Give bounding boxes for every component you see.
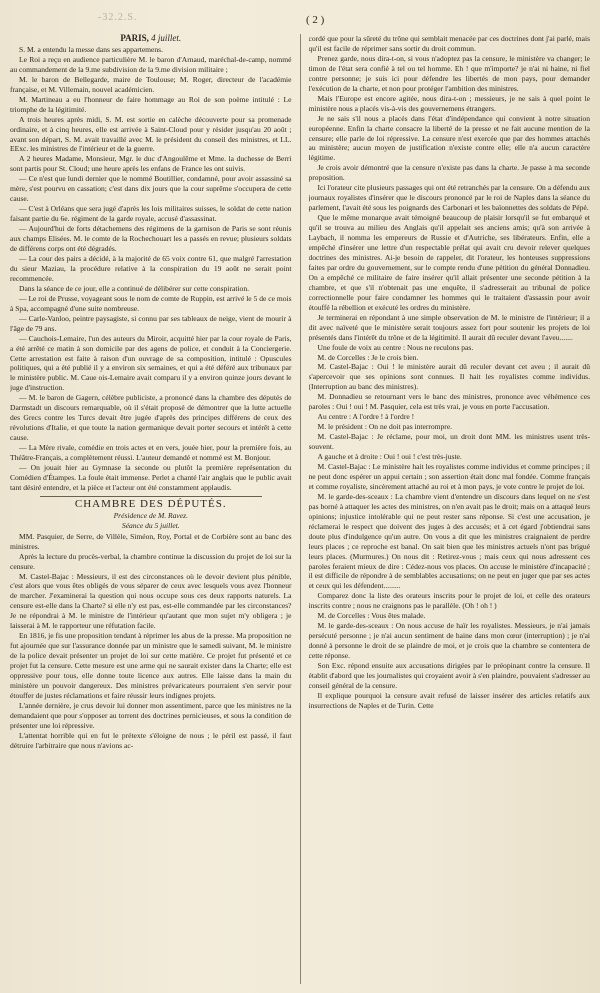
stamp-mark: -32.2.S. — [98, 12, 138, 23]
column-rule — [300, 34, 301, 984]
section-presidency: Présidence de M. Ravez. — [113, 510, 188, 520]
chamber-debate-right — [309, 34, 591, 711]
news-paragraph: — Ce n'est que lundi dernier que le nommé Boutillier, condamné, pour avoir assassiné sa mère, s'est pourvu en cassation; c'est dans dix jours que la cour suprême s'occupera de cette cause. — [10, 174, 292, 204]
paris-news-articles — [10, 45, 292, 493]
news-paragraph: M. le baron de Bellegarde, maire de Toulouse; M. Roger, directeur de l'académie française, et M. Villemain, nouvel académicien. — [10, 74, 292, 94]
debate-paragraph: Je crois avoir démontré que la censure n'existe pas dans la charte. Je passe à ma seconde proposition. — [308, 163, 591, 183]
news-paragraph: — M. le baron de Gagern, célèbre publiciste, a prononcé dans la chambre des députés de Darmstadt un discours remarquable, où il s'était proposé de démontrer que la lutte actuelle des Grecs contre les Turcs devait être jugée d'après des principes différens de ceux des révolutions d'Italie, et que toute la nation germanique devait porter secours et intérêt à cette cause. — [10, 393, 292, 443]
debate-paragraph: M. Castel-Bajac : Oui ! le ministère aurait dû reculer devant cet aveu ; il aurait dû s'apercevoir que ses opinions sont connues. Il hait les royalistes comme individus. (Interruption au banc des ministres). — [308, 362, 591, 392]
debate-paragraph: Prenez garde, nous dira-t-on, si vous n'adoptez pas la censure, le ministère va changer; le timon de l'état sera confié à tel ou tel homme. Eh ! que m'importe? je n'ai ni haine, ni fiel contre personne; je suis ici pour défendre les libertés de mon pays, pour demander l'exécution de la charte, et non pour protéger l'ambition des ministres. — [308, 53, 591, 93]
news-paragraph: — Aujourd'hui de forts détachemens des régimens de la garnison de Paris se sont réunis aux champs Elisées. M. le comte de la Rochechouart les a passés en revue; plusieurs soldats de différens corps ont été dégradés. — [10, 224, 292, 254]
page-header — [10, 8, 590, 34]
debate-paragraph: M. Donnadieu se retournant vers le banc des ministres, prononce avec véhémence ces paroles : Oui ! oui ! M. Pasquier, cela est très vrai, je vous en porte l'accusation. — [308, 392, 591, 412]
news-paragraph: Dans la séance de ce jour, elle a continué de délibérer sur cette conspiration. — [19, 283, 249, 293]
news-paragraph: — Carle-Vanloo, peintre paysagiste, si connu par ses tableaux de neige, vient de mourir à l'âge de 79 ans. — [10, 313, 292, 333]
debate-paragraph: Mais l'Europe est encore agitée, nous dira-t-on ; messieurs, je ne sais à quel point le ministère nous a placés vis-à-vis des gouvernemens étrangers. — [308, 93, 591, 113]
debate-paragraph: L'attentat horrible qui en fut le prétexte s'éloigne de nous ; le péril est passé, il faut détruire l'arbitraire que nous n'avions ac- — [10, 730, 292, 750]
debate-paragraph: M. le garde-des-sceaux : La chambre vient d'entendre un discours dans lequel on ne s'est pas borné à attaquer les actes des ministres, on n'en avait pas le droit; mais on a attaqué leurs opinions; injustice intolérable qui ne peut rester sans réponse. Si c'est une accusation, je réclamerai le respect que doivent des juges à des accusés; et à cet égard j'obtiendrai sans doute plus d'indulgence qu'un autre. On vous a dit que les ministres craignaient de perdre leurs places ; ce reproche est banal. On sait bien que les ministres actuels n'ont pas brigué leurs places. (Murmures.) On nous dit : Retirez-vous ; mais ceux qui nous adressent ces paroles feraient mieux de dire : Cédez-nous vos places. On accuse le ministère d'incapacité ; il est difficile de répondre à de semblables accusations; on ne peut en juger que par ses actes et ceux qui les défendent......... — [308, 491, 591, 591]
news-paragraph: M. Martineau a eu l'honneur de faire hommage au Roi de son poème intitulé : Le triomphe de la légitimité. — [10, 94, 292, 114]
debate-paragraph: M. Castel-Bajac : Je réclame, pour moi, un droit dont MM. les ministres usent très-souvent. — [308, 432, 591, 452]
news-paragraph: — On jouait hier au Gymnase la seconde ou plutôt la première représentation du Comédien d'Étampes. La foule était immense. Perlet a chanté l'air anglais que le public avait tant désiré entendre, et la pièce et l'acteur ont été constamment applaudis. — [10, 462, 292, 492]
news-paragraph: — Cauchois-Lemaire, l'un des auteurs du Miroir, acquitté hier par la cour royale de Paris, a été arrêté ce matin à son domicile par des agens de police, et conduit à la Conciergerie. Cette arrestation est faite à raison d'un ouvrage de sa composition, intitulé : Opuscules politiques, qui a été publié il y a environ six semaines, et qui a été déféré aux tribunaux par le ministère public. M. Caue ois-Lemaire avait comparu il y a environ quinze jours devant le juge d'instruction. — [10, 333, 292, 393]
debate-paragraph: MM. Pasquier, de Serre, de Villèle, Siméon, Roy, Portal et de Corbière sont au banc des ministres. — [10, 531, 292, 551]
section-divider — [40, 496, 262, 497]
debate-paragraph: M. de Corcelles : Vous êtes malade. — [317, 611, 426, 621]
news-paragraph: — Le roi de Prusse, voyageant sous le nom de comte de Ruppin, est arrivé le 5 de ce mois à Spa, accompagné d'une suite nombreuse. — [10, 293, 292, 313]
debate-paragraph: En 1816, je fis une proposition tendant à réprimer les abus de la presse. Ma proposition ne fut ajournée que sur l'assurance donnée par un ministre que le samedi suivant, M. le ministre de la police devait présenter un projet de loi sur cette matière. Ce projet fut présenté et ce projet fut la censure. Cette mesure est une arme qui ne saurait exister dans la Charte; elle est oppressive pour tous, elle donne toute licence aux autres. Elle laisse dans la main du ministère un pouvoir dangereux. Des ministres prévaricateurs pourraient s'en servir pour étouffer de justes réclamations et faire réussir leurs indignes projets. — [10, 631, 292, 700]
section-session: Séance du 5 juillet. — [121, 520, 180, 530]
left-column — [10, 34, 292, 984]
news-paragraph: — La cour des pairs a décidé, à la majorité de 65 voix contre 61, que malgré l'arrestation du sieur Maziau, la procédure relative à la conspiration du 19 août ne serait point recommencée. — [10, 253, 292, 283]
debate-paragraph: M. Castel-Bajac : Messieurs, il est des circonstances où le devoir devient plus pénible, c'est alors que vous êtes obligés de vous séparer de ceux avec lesquels vous avez l'honneur de marcher. J'examinerai la question qui nous occupe sous ces deux rapports naturels. La censure est-elle dans la Charte? si elle n'y est pas, est-elle commandée par les circonstances? Je ne répondrai à M. le ministre de l'intérieur qu'autant que mon sujet m'y obligera ; je laisserai à M. le rapporteur une réfutation facile. — [10, 571, 292, 631]
debate-paragraph: M. le président : On ne doit pas interrompre. — [317, 422, 453, 432]
news-paragraph: Le Roi a reçu en audience particulière M. le baron d'Arnaud, maréchal-de-camp, nommé au commandement de la 9.me subdivision de la 9.me division militaire ; — [10, 54, 292, 74]
right-column — [309, 34, 591, 984]
debate-paragraph: M. de Corcelles : Je le crois bien. — [317, 352, 419, 362]
news-paragraph: A 2 heures Madame, Monsieur, Mgr. le duc d'Angoulême et Mme. la duchesse de Berri sont partis pour St. Cloud; une heure après les enfans de France les ont suivis. — [10, 154, 292, 174]
chamber-debate-left — [10, 532, 292, 751]
news-paragraph: — La Mère rivale, comédie en trois actes et en vers, jouée hier, pour la première fois, au Théâtre-Français, a complètement réussi. L'auteur demandé et nommé est M. Bonjour. — [10, 443, 292, 463]
debate-paragraph: Après la lecture du procès-verbal, la chambre continue la discussion du projet de loi sur la censure. — [10, 551, 292, 571]
page-number: ( 2 ) — [306, 14, 325, 26]
debate-paragraph: M. Castel-Bajac : Le ministère hait les royalistes comme individus et comme principes ; il ne peut donc espérer un appui certain ; son assertion était donc mal fondée. Comme français et comme royaliste, sincèrement attaché au roi et à mon pays, je vote contre le projet de loi. — [308, 461, 591, 491]
debate-paragraph: Au centre : A l'ordre ! à l'ordre ! — [317, 412, 415, 422]
debate-paragraph: A gauche et à droite : Oui ! oui ! c'est très-juste. — [317, 452, 462, 462]
debate-paragraph: Que le même monarque avait témoigné beaucoup de plaisir lorsqu'il se fut embarqué et qu'il se trouva au milieu des Anglais qu'il appelait ses anciens amis; qu'à son arrivée à Laybach, il nomma les empereurs de Russie et d'Autriche, ses libérateurs. Enfin, elle a empêché d'insérer une lettre d'un respectable prélat qui avait cru devoir relever quelques doctrines des ministres. Ai-je besoin de rappeler, dit l'orateur, les honteuses suppressions faites par ordre du gouvernement, sur le compte rendu d'une pétition du général Donnadieu. On a empêché ce militaire de faire insérer qu'il allait présenter une seconde pétition à la chambre, et que s'il n'obtenait pas une enquête, il s'adresserait au tribunal de police correctionnelle pour faire condamner les hommes qui le traitaient d'assassin pour avoir étouffé la rébellion et exécuté les ordres du ministère. — [308, 213, 591, 312]
debate-paragraph: Comparez donc la liste des orateurs inscrits pour le projet de loi, et celle des orateurs inscrits contre ; nous ne craignons pas le parallèle. (Oh ! oh ! ) — [308, 591, 591, 611]
section-title: CHAMBRE DES DÉPUTÉS. — [74, 497, 227, 510]
dateline-date: 4 juillet. — [151, 34, 182, 43]
news-paragraph: A trois heures après midi, S. M. est sortie en calèche découverte pour sa promenade ordinaire, et à cinq heures, elle est arrivée à Saint-Cloud pour y résider jusqu'au 20 août ; avant son départ, S. M. avait travaillé avec M. le président du conseil des ministres, et LL. EExc. les ministres de l'intérieur et de la guerre. — [10, 114, 292, 154]
debate-paragraph: Son Exc. répond ensuite aux accusations dirigées par le préopinant contre la censure. Il établit d'abord que les journalistes qui croyaient avoir à s'en plaindre, pouvaient s'adresser au conseil général de la censure. — [308, 661, 591, 690]
debate-paragraph: cordé que pour la sûreté du trône qui semblait menacée par ces doctrines dont j'ai parlé, mais qu'il est facile de réprimer sans sortir du droit commun. — [308, 34, 591, 53]
debate-paragraph: Il explique pourquoi la censure avait refusé de laisser insérer des articles relatifs aux insurrections de Naples et de Turin. Cette — [308, 690, 591, 710]
dateline-place: PARIS, — [120, 34, 149, 43]
debate-paragraph: Je terminerai en répondant à une simple observation de M. le ministre de l'intérieur; il a dit avec naïveté que le ministère serait toujours assez fort pour soutenir les projets de loi présentés dans l'intérêt du trône et de la légitimité. Il aurait dû reculer devant l'aveu....... — [308, 312, 591, 342]
dateline — [10, 34, 292, 44]
debate-paragraph: L'année dernière, je crus devoir lui donner mon assentiment, parce que les ministres ne la demandaient que pour s'opposer au torrent des doctrines pernicieuses, et sous la condition de présenter une loi répressive. — [10, 700, 292, 730]
debate-paragraph: M. le garde-des-sceaux : On nous accuse de haïr les royalistes. Messieurs, je n'ai jamais persécuté personne ; je n'ai aucun sentiment de haine dans mon cœur (interruption) ; je n'ai donné à personne le droit de se plaindre de moi, et je crois que la chambre se contentera de cette réponse. — [308, 621, 591, 661]
news-paragraph: — C'est à Orléans que sera jugé d'après les lois militaires suisses, le soldat de cette nation faisant partie du 6e. régiment de la garde royale, accusé d'assassinat. — [10, 204, 292, 224]
debate-paragraph: Je ne sais s'il nous a placés dans l'état d'indépendance qui convient à notre situation européenne. Enfin la charte consacre la liberté de la presse et ne fait aucune mention de la censure; elle parle de loi répressive. La censure n'est exercée que par des hommes attachés au ministère; aucun moyen de justification n'existe contre elle; elle n'a aucun caractère légitime. — [308, 113, 591, 163]
debate-paragraph: Une foule de voix au centre : Nous ne reculons pas. — [317, 342, 474, 352]
news-paragraph: S. M. a entendu la messe dans ses appartemens. — [19, 44, 163, 54]
debate-paragraph: Ici l'orateur cite plusieurs passages qui ont été retranchés par la censure. On a défendu aux journaux royalistes d'insérer que le discours prononcé par le roi de Naples dans la séance du parlement, l'avait été sous les poignards des Carbonari et les baïonnettes des soldats de Pépé. — [308, 183, 591, 213]
